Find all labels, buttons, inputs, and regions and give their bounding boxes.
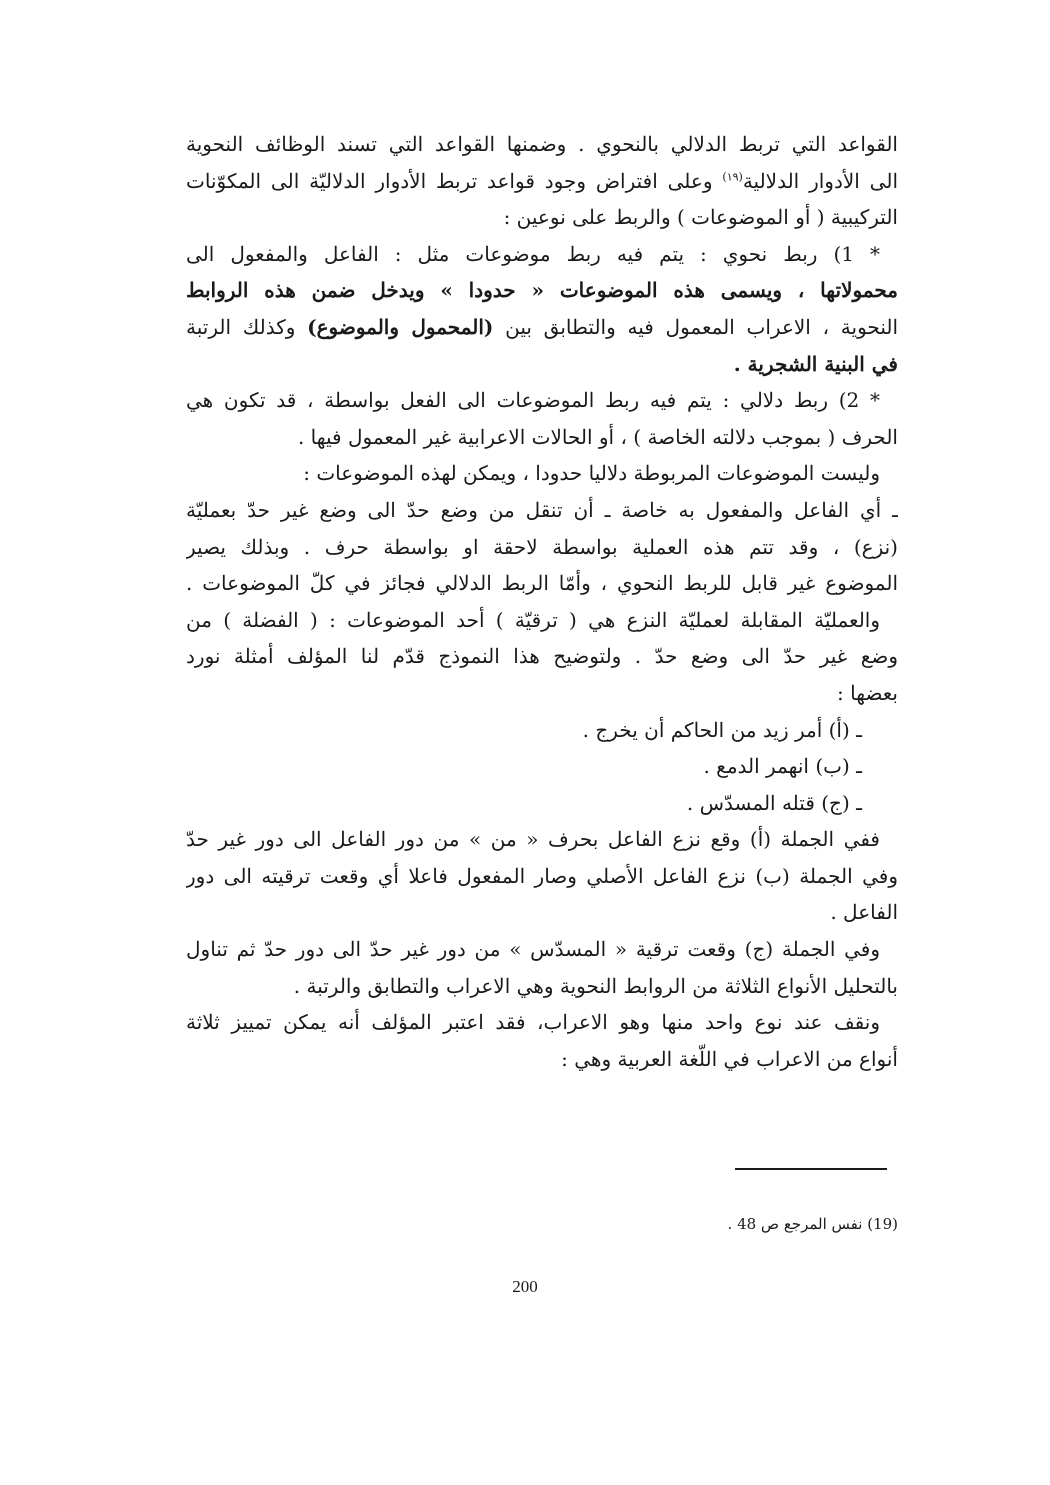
text-line: بالتحليل الأنواع الثلاثة من الروابط النحوية وهي الاعراب والتطابق والرتبة . xyxy=(293,973,898,998)
text-line: * 1) ربط نحوي : يتم فيه ربط موضوعات مثل : الفاعل والمفعول الى xyxy=(186,241,880,266)
text-line: في البنية الشجرية . xyxy=(733,351,898,376)
text-line: محمولاتها ، ويسمى هذه الموضوعات « حدودا » ويدخل ضمن هذه الروابط xyxy=(186,278,898,303)
text-line: القواعد التي تربط الدلالي بالنحوي . وضمنها القواعد التي تسند الوظائف النحوية xyxy=(186,132,898,156)
text-segment-bold: (المحمول والموضوع) xyxy=(307,314,494,339)
text-line: * 2) ربط دلالي : يتم فيه ربط الموضوعات الى الفعل بواسطة ، قد تكون هي xyxy=(186,388,880,413)
example-line: ـ (ج) قتله المسدّس . xyxy=(686,790,862,815)
text-line: وفي الجملة (ج) وقعت ترقية « المسدّس » من دور غير حدّ الى دور حدّ ثم تناول xyxy=(186,937,880,962)
footnote: (19) نفس المرجع ص 48 . xyxy=(727,1215,898,1233)
text-line: وليست الموضوعات المربوطة دلاليا حدودا ، ويمكن لهذه الموضوعات : xyxy=(303,461,880,486)
text-line xyxy=(186,163,898,200)
text-line: الحرف ( بموجب دلالته الخاصة ) ، أو الحالات الاعرابية غير المعمول فيها . xyxy=(297,424,898,449)
example-line: ـ (ب) انهمر الدمع . xyxy=(703,754,862,779)
text-line: ـ أي الفاعل والمفعول به خاصة ـ أن تنقل من وضع حدّ الى وضع غير حدّ بعمليّة xyxy=(186,497,898,522)
text-segment: الى الأدوار الدلالية xyxy=(742,168,898,193)
text-line: التركيبية ( أو الموضوعات ) والربط على نوعين : xyxy=(503,205,898,230)
text-segment: النحوية ، الاعراب المعمول فيه والتطابق بين xyxy=(493,314,898,339)
text-line: ففي الجملة (أ) وقع نزع الفاعل بحرف « من » من دور الفاعل الى دور غير حدّ xyxy=(186,827,880,852)
text-line: وفي الجملة (ب) نزع الفاعل الأصلي وصار المفعول فاعلا أي وقعت ترقيته الى دور xyxy=(186,863,898,888)
text-segment: وعلى افتراض وجود قواعد تربط الأدوار الدلاليّة الى المكوّنات xyxy=(186,168,723,193)
example-line: ـ (أ) أمر زيد من الحاكم أن يخرج . xyxy=(582,717,862,742)
text-segment: وكذلك الرتبة xyxy=(186,314,308,339)
text-line: الفاعل . xyxy=(830,900,898,925)
text-line: وضع غير حدّ الى وضع حدّ . ولتوضيح هذا النموذج قدّم لنا المؤلف أمثلة نورد xyxy=(186,644,898,669)
text-line: ونقف عند نوع واحد منها وهو الاعراب، فقد اعتبر المؤلف أنه يمكن تمييز ثلاثة xyxy=(186,1010,880,1035)
text-line: الموضوع غير قابل للربط النحوي ، وأمّا الربط الدلالي فجائز في كلّ الموضوعات . xyxy=(186,571,898,596)
text-line: (نزع) ، وقد تتم هذه العملية بواسطة لاحقة او بواسطة حرف . وبذلك يصير xyxy=(186,534,898,559)
footnote-marker[interactable]: (١٩) xyxy=(722,169,743,183)
text-line xyxy=(186,309,898,346)
footnote-separator xyxy=(735,1168,887,1170)
text-line: بعضها : xyxy=(837,680,898,705)
text-line: أنواع من الاعراب في اللّغة العربية وهي : xyxy=(561,1046,898,1071)
page-number: 200 xyxy=(512,1277,538,1296)
body-text xyxy=(186,126,898,1077)
text-line: والعمليّة المقابلة لعمليّة النزع هي ( ترقيّة ) أحد الموضوعات : ( الفضلة ) من xyxy=(186,607,880,632)
